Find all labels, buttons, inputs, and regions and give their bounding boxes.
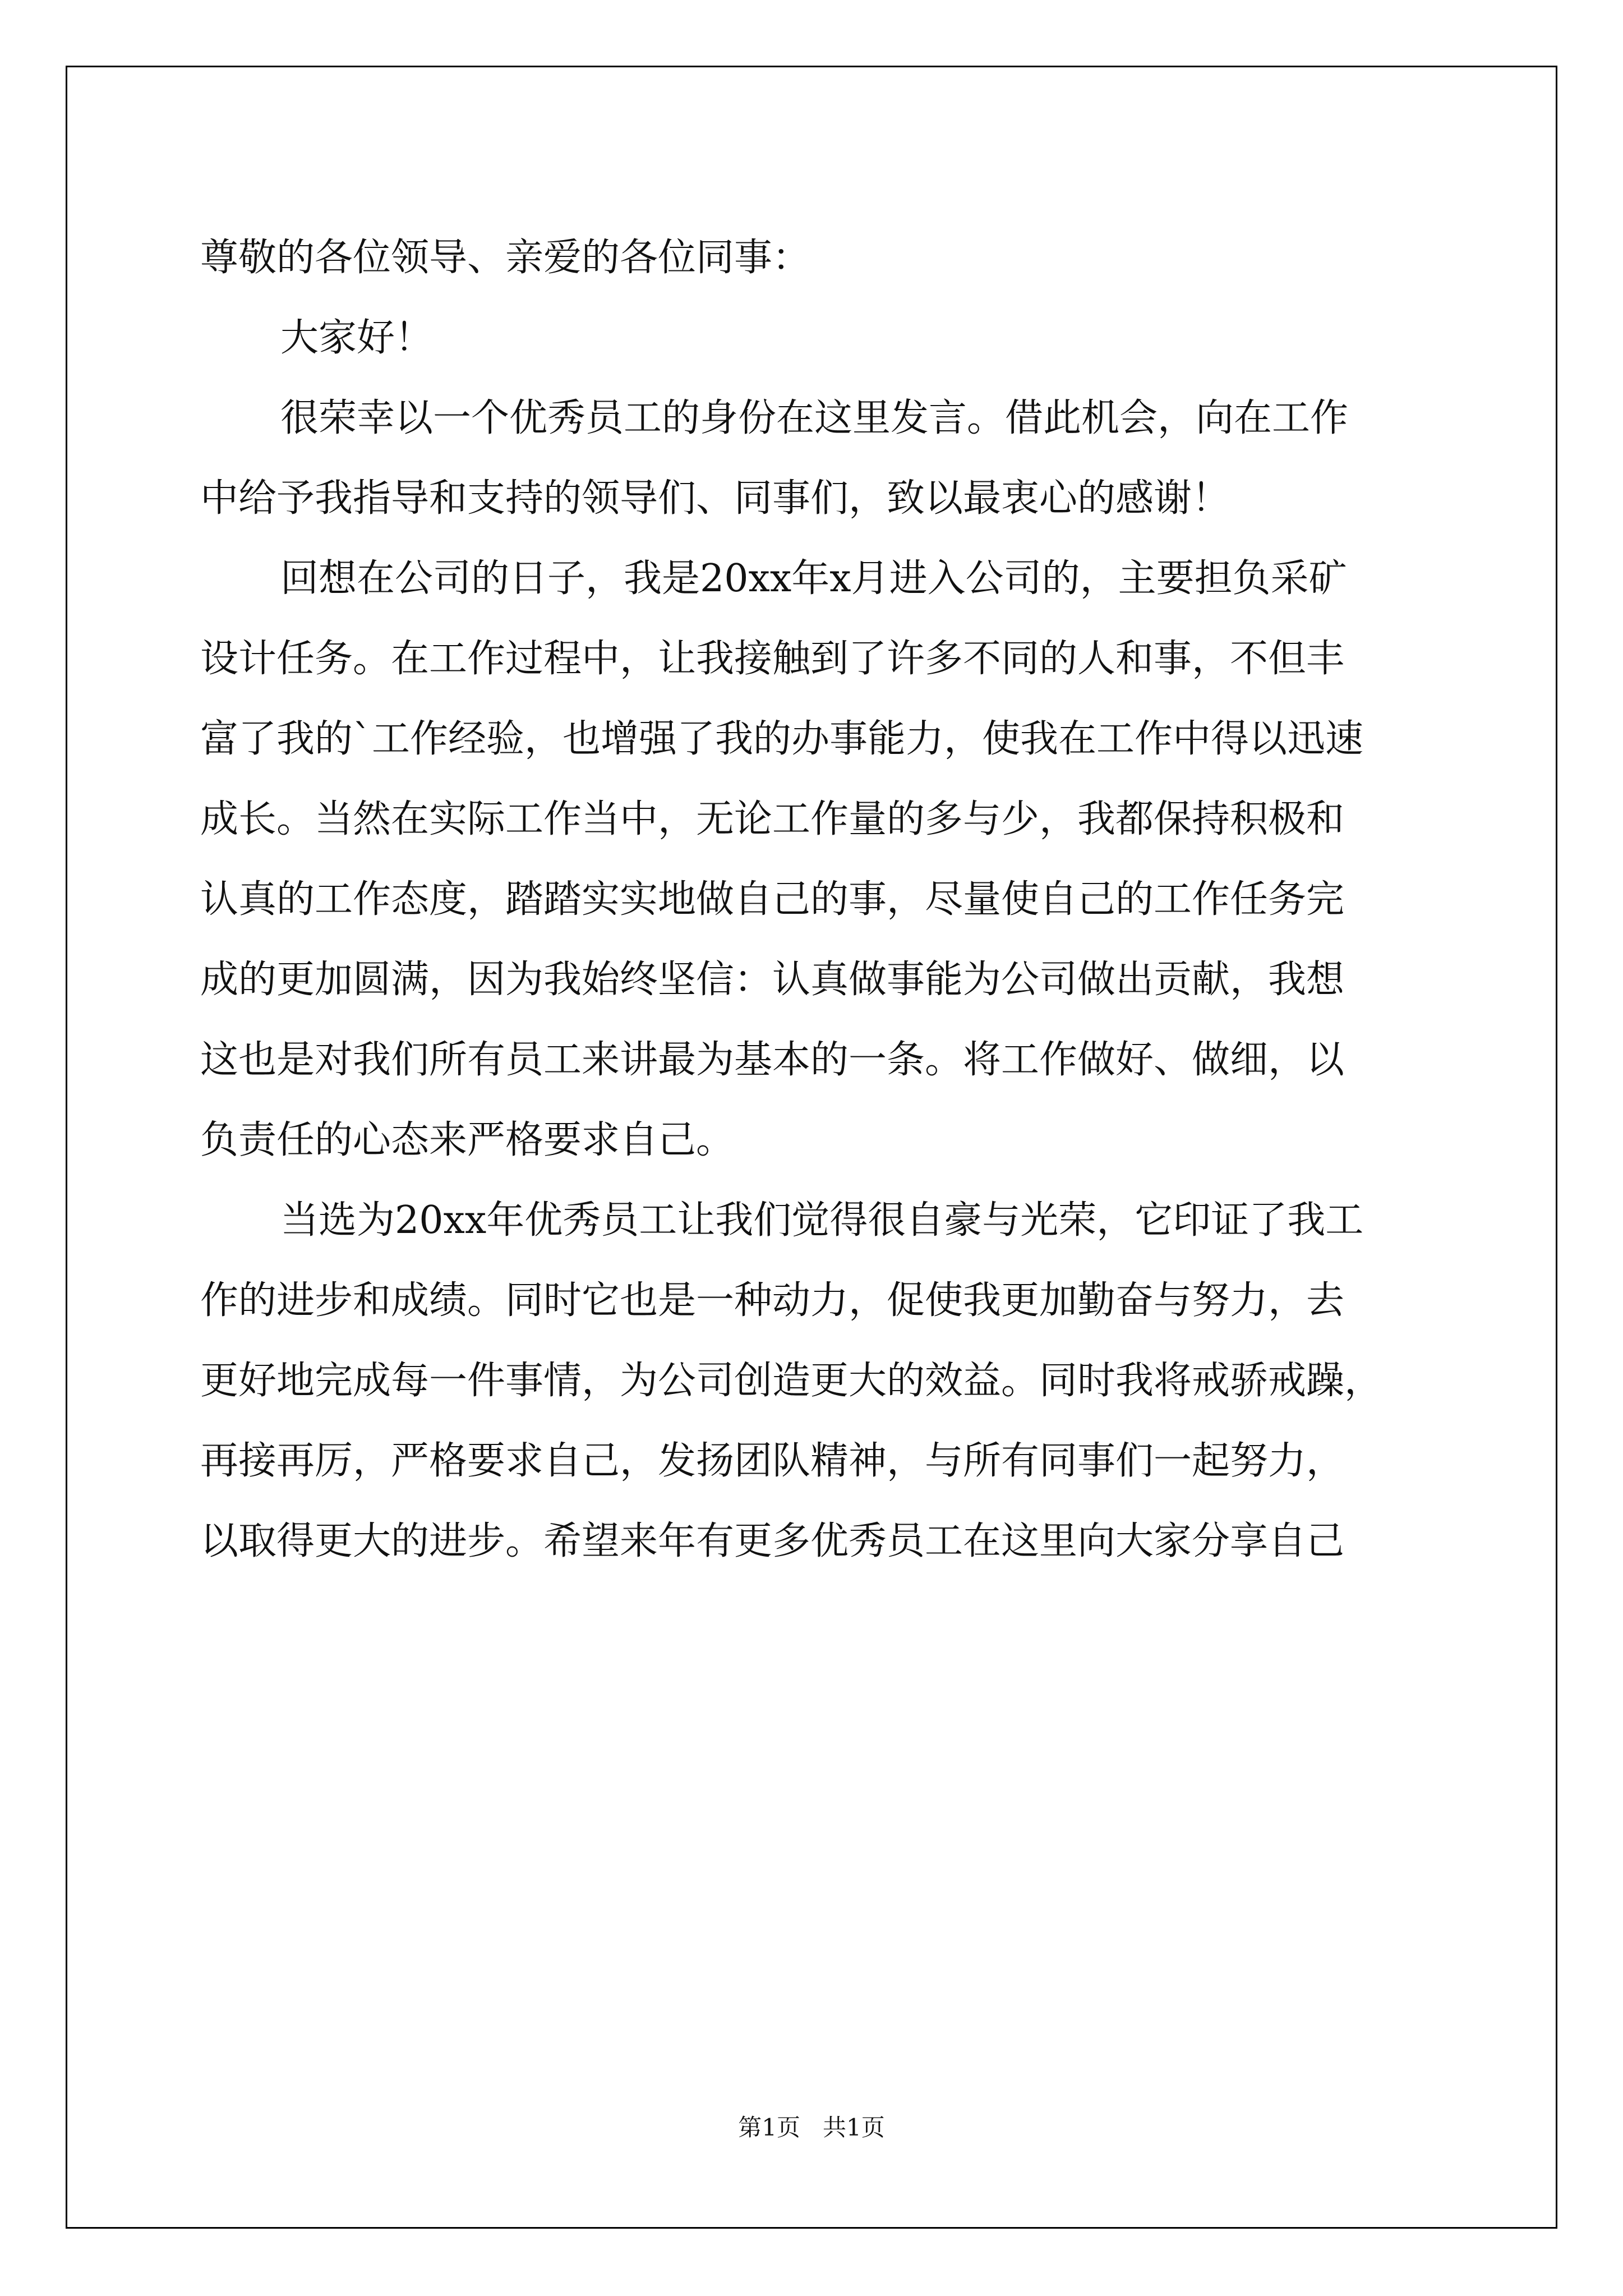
paragraph-line: 作的进步和成绩。同时它也是一种动力，促使我更加勤奋与努力，去	[200, 1278, 1345, 1323]
paragraph-recollection	[200, 539, 1451, 1180]
page-total: 共1页	[823, 2114, 885, 2141]
paragraph-award	[200, 1180, 1451, 1581]
paragraph-line: 这也是对我们所有员工来讲最为基本的一条。将工作做好、做细，以	[200, 1038, 1345, 1082]
paragraph-line: 再接再厉，严格要求自己，发扬团队精神，与所有同事们一起努力，	[200, 1439, 1345, 1483]
paragraph-line: 成的更加圆满，因为我始终坚信：认真做事能为公司做出贡献，我想	[200, 958, 1345, 1002]
paragraph-line: 更好地完成每一件事情，为公司创造更大的效益。同时我将戒骄戒躁，	[200, 1359, 1383, 1403]
paragraph-line: 很荣幸以一个优秀员工的身份在这里发言。借此机会，向在工作	[280, 396, 1349, 440]
document-body	[200, 218, 1451, 1581]
paragraph-line: 负责任的心态来严格要求自己。	[200, 1118, 735, 1162]
paragraph-line: 设计任务。在工作过程中，让我接触到了许多不同的人和事，不但丰	[200, 637, 1345, 681]
paragraph-line: 以取得更大的进步。希望来年有更多优秀员工在这里向大家分享自己	[200, 1519, 1345, 1563]
page-number: 第1页	[738, 2114, 800, 2141]
paragraph-greeting	[200, 298, 1451, 378]
paragraph-thanks	[200, 378, 1451, 539]
paragraph-line: 大家好！	[280, 316, 434, 360]
salutation: 尊敬的各位领导、亲爱的各位同事：	[200, 236, 811, 280]
paragraph-line: 富了我的`工作经验，也增强了我的办事能力，使我在工作中得以迅速	[200, 717, 1364, 761]
paragraph-line: 成长。当然在实际工作当中，无论工作量的多与少，我都保持积极和	[200, 797, 1345, 841]
paragraph-line: 回想在公司的日子，我是20xx年x月进入公司的，主要担负采矿	[280, 556, 1347, 601]
paragraph-line: 中给予我指导和支持的领导们、同事们，致以最衷心的感谢！	[200, 476, 1230, 521]
paragraph-line: 当选为20xx年优秀员工让我们觉得很自豪与光荣，它印证了我工	[280, 1198, 1364, 1243]
page-footer	[0, 2109, 1623, 2143]
paragraph-line: 认真的工作态度，踏踏实实地做自己的事，尽量使自己的工作任务完	[200, 877, 1345, 922]
footer-spacer	[800, 2114, 823, 2141]
